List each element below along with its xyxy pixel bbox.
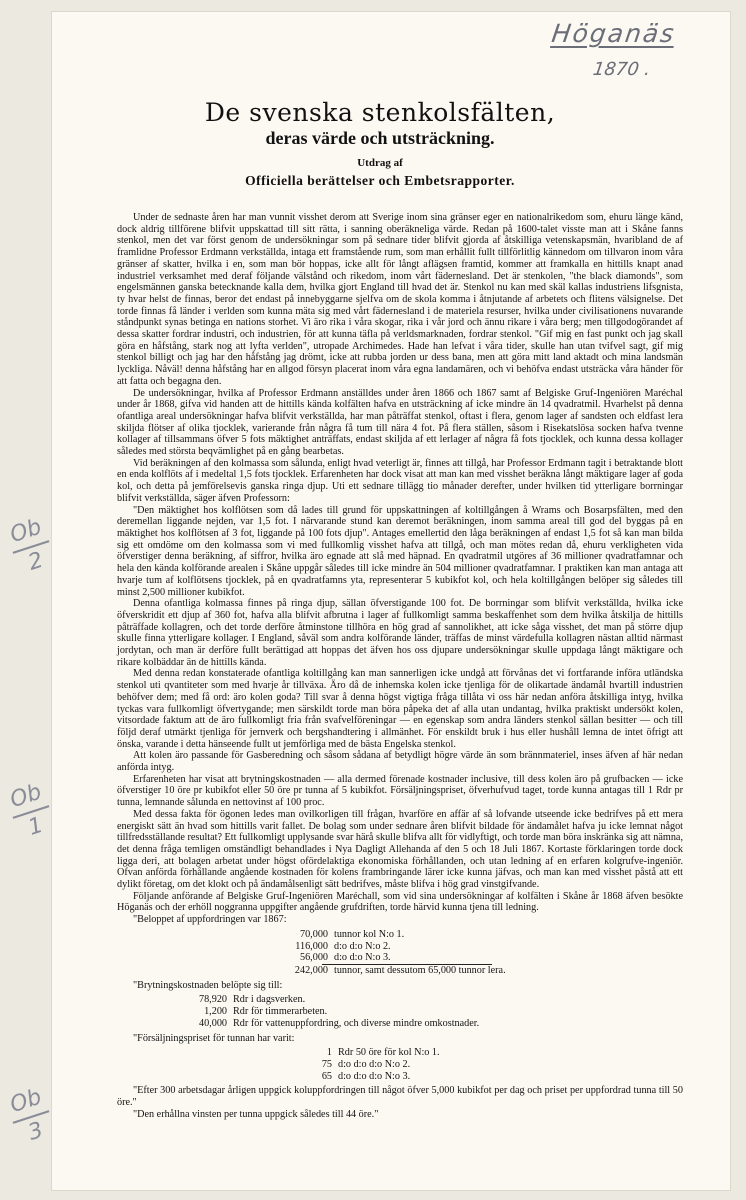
paragraph: Under de sednaste åren har man vunnit visshet derom att Sverige inom sina gränser eger en nationalrikedom som, ehuru länge känd, dock aldrig tillförene blifvit uppskattad till sitt rätta, i sanning oberäkneliga värde. Redan på 1600-talet visste man att i Skåne fanns stenkol, men det var först genom de undersökningar som på sednare tider blifvit gjorda af åtskilliga vetenskapsmän, hvaribland de af framlidne Professor Erdmann verkställda, intaga ett framstående rum, som man erhållit fullt tillförlitlig kännedom om tillvaron inom våra gränser af skatter, hvilka i en, som man bör hoppas, icke allt för långt aflägsen framtid, kommer att framkalla en hittills knapt anad industriel verksamhet med deraf följande välstånd och rikedom, inom vårt fädernesland. Det är stenkolen, "the black diamonds", som engelsmännen ganska betecknande kalla dem, hvilka gjort England till hvad det är. Stenkol nu kan med skäl kallas industriens lifsgnista, ty hvar helst de finnas, beror det endast på innebyggarne sjelfva om de skola komma i åtnjutande af arbetets och flitens välsignelse. Det torde finnas få länder i verlden som kunna mäta sig med vårt fädernesland i de materiela resurser, hvilka under civilisationens nuvarande ståndpunkt synas betinga en nations storhet. Vi äro rika i våra skogar, rika i vår jord och ännu rikare i våra berg; men tillgodogörandet af dessa skatter fordrar industri, och industrien, för att kunna täfla på verldsmarknaden, fordrar stenkol. "Gif mig en fast punkt och jag skall göra en håfstång, stark nog att lyfta verlden", utropade Archimedes. Hade han lefvat i våra tider, skulle han utan tvifvel sagt, gif mig stenkol billigt och jag har den håfstång jag drömt, icke att rubba jorden ur dess bana, men att göra mitt land aktadt och mina landsmän lyckliga. Nåväl! denna håfstång har en allgod försyn placerat inom våra egna landamären, och vi behöfva endast utsträcka våra händer för att fatta och begagna den.	[117, 212, 683, 387]
paragraph: Erfarenheten har visat att brytningskostnaden — alla dermed förenade kostnader inclusive, till dess kolen äro på grufbacken — icke öfverstiger 10 öre pr kubikfot eller 50 öre pr tunna af 5 kubikfot. Försäljningspriset, öfverhufvud taget, torde kunna antagas till 1 Rdr pr tunna, lemnande sålunda en nettovinst af 100 proc.	[117, 773, 683, 809]
handwritten-place-note: Höganäs	[549, 19, 678, 48]
forsaljning-table	[117, 1047, 683, 1082]
paragraph: Vid beräkningen af den kolmassa som sålunda, enligt hvad veterligt är, finnes att tillgå, har Professor Erdmann tagit i betraktande blott en enda kolflöts af i medeltal 1,5 fots tjocklek. Erfarenheten har dock visat att man kan med visshet beräkna långt mäktigare lager af goda kol, och detta på jemförelsevis ganska ringa djup. Uti ett sednare tillägg tio månader derefter, under hvilken tid ytterligare borrningar blifvit verkställda, säger äfven Professorn:	[117, 457, 683, 504]
handwritten-year-note: 1870 .	[591, 59, 652, 80]
belopp-row: 116,000 d:o d:o N:o 2.	[295, 940, 391, 952]
margin-mark-1: Ob 1	[5, 780, 58, 843]
brytning-row: 1,200 Rdr för timmerarbeten.	[204, 1006, 328, 1018]
brytning-row: 78,920 Rdr i dagsverken.	[198, 994, 306, 1006]
belopp-total: 242,000 tunnor, samt dessutom 65,000 tunnor lera.	[294, 965, 506, 976]
paragraph: "Den mäktighet hos kolflötsen som då lades till grund för uppskattningen af koltillgången å Wrams och Bosarpsfälten, med den deremellan liggande nejden, var 1,5 fot. I närvarande stund kan deremot beräkningen, inom samma areal till god del byggas på en mäktighet hos kolflötsen af 3 fot, liggande på 100 fots djup". Antages emellertid den låga beräkningen af endast 1,5 fot så kan man bilda sig ett omdöme om den kolmassa som vi med fullkomlig visshet hafva att tillgå, och man mötes redan då, ehuru verkligheten vida öfverstiger denna beräkning, af siffror, hvilka äro egnade att slå med häpnad. En qvadratmil utgöres af 36 millioner qvadratfamnar och hela den kända kolförande arealen i Skåne uppgår således till icke mindre än 504 millioner qvadratfamnar. I praktiken kan man antaga att hvarje tum af kolflötsens tjocklek, på en qvadratfamns yta, representerar 5 kubikfot kol, och hela koltillgången belöper sig således till minst 2,500 millioner kubikfot.	[117, 504, 683, 598]
paragraph: Med dessa fakta för ögonen ledes man ovilkorligen till frågan, hvarföre en affär af så lofvande utseende icke bedrifves på ett mera energiskt sätt än hvad som hittills varit fallet. De bolag som under sednare åren blifvit bildade för ändamålet hafva ju icke lemnat något tillfredsställande resultat? Ett fullkomligt upplysande svar härå skulle blifva allt för vidlyftigt, och torde man böra inskränka sig att nämna, det denna fråga temligen omständligt behandlades i Nya Dagligt Allehanda af den 5 och 18 Juli 1867. Kortaste förklaringen torde dock ligga deri, att bolagen arbetat under högst ofördelaktiga ekonomiska förhållanden, och utan ledning af en erfaren kolgrufve-ingeniör. Ofvan anförda förhållande angående kostnaden för kolens frambringande lärer icke kunna jäfvas, och man kan med visshet påstå att ett dylikt företag, om det klokt och på ändamålsenligt sätt bedrifves, måste blifva i hög grad vinstgifvande.	[117, 808, 683, 891]
brytning-row: 40,000 Rdr för vattenuppfordring, och diverse mindre omkostnader.	[198, 1017, 480, 1029]
margin-mark-3: Ob 3	[5, 1085, 58, 1148]
source-line: Officiella berättelser och Embetsrapporter.	[245, 173, 515, 188]
forsaljning-row: 1 Rdr 50 öre för kol N:o 1.	[326, 1047, 440, 1059]
forsaljning-intro: "Försäljningspriset för tunnan har varit:	[133, 1032, 295, 1044]
brytning-intro: "Brytningskostnaden belöpte sig till:	[133, 979, 283, 991]
margin-mark-2: Ob 2	[5, 515, 58, 578]
belopp-row: 70,000 tunnor kol N:o 1.	[299, 928, 405, 940]
paragraph: Att kolen äro passande för Gasberedning och såsom sådana af betydligt högre värde än som brännmateriel, inses äfven af här nedan anförda intyg.	[117, 750, 683, 774]
brytning-table	[117, 994, 683, 1029]
forsaljning-row: 65 d:o d:o d:o N:o 3.	[321, 1070, 411, 1082]
extract-label: Utdrag af	[357, 157, 403, 169]
paragraph: Följande anförande af Belgiske Gruf-Ingeniören Maréchall, som vid sina undersökningar af kolfälten i Skåne år 1868 äfven besökte Höganäs och der erhöll noggranna uppgifter angående grufdriften, torde härvid kunna tjena till ledning.	[117, 890, 683, 914]
document-title: De svenska stenkolsfälten,	[204, 98, 556, 127]
paragraph: De undersökningar, hvilka af Professor Erdmann anställdes under åren 1866 och 1867 samt af Belgiske Gruf-Ingeniören Maréchal under år 1868, gifva vid handen att de hittills kända kolfälten hafva en utsträckning af icke mindre än 14 qvadratmil. Hvarhelst på denna ofantliga areal undersökningar hafva blifvit verkställda, har man påträffat stenkol, oftast i flera, genom lager af sandsten och eldfast lera skiljda flötser af olika tjocklek, varierande från några få tum till nära 4 fot. På flera ställen, såsom i Risekatslösa socken hafva tvenne kollager af tillsammans öfver 5 fots mäktighet anträffats, endast skiljda af ett lerlager af några få fots tjocklek, och kunna dessa kollager således med största beqvämlighet på en gång bearbetas.	[117, 387, 683, 458]
belopp-table	[117, 929, 683, 977]
closing-paragraph: "Den erhållna vinsten per tunna uppgick således till 44 öre."	[133, 1108, 379, 1120]
closing-paragraph: "Efter 300 arbetsdagar årligen uppgick koluppfordringen till något öfver 5,000 kubikfot per dag och priset per uppfordrad tunna till 50 öre."	[117, 1085, 683, 1109]
paragraph: Denna ofantliga kolmassa finnes på ringa djup, sällan öfverstigande 100 fot. De borrningar som blifvit verkställda, hvilka icke öfverskridit ett djup af 360 fot, hafva alla blifvit afbrutna i lager af fullkomligt samma beskaffenhet som dem hvilka åtskilja de hittills påträffade kollagren, och det torde derföre åtminstone tillhöra en hög grad af sannolikhet, att icke såga visshet, det man på större djup skulle finna ytterligare kollager. I England, såväl som andra kolförande länder, träffas de minst värdefulla kollagren nästan alltid närmast jordytan, och man är derföre fullt berättigad att hoppas det äfven hos oss djupare undersökningar skulle uppdaga långt mäktigare och rikare kolbäddar än de hittills kända.	[117, 598, 683, 668]
article-body	[117, 212, 683, 1120]
forsaljning-row: 75 d:o d:o d:o N:o 2.	[321, 1058, 411, 1070]
document-subtitle: deras värde och utsträckning.	[265, 128, 495, 148]
belopp-intro: "Beloppet af uppfordringen var 1867:	[133, 914, 287, 926]
belopp-row: 56,000 d:o d:o N:o 3.	[299, 952, 391, 964]
paragraph: Med denna redan konstaterade ofantliga koltillgång kan man sannerligen icke undgå att förvånas det vi fortfarande införa utländska stenkol uti qvantiteter som med hvarje år tillväxa. Äro då de inhemska kolen icke tjenliga för de olikartade ändamål hvartill industrien behöfver dem; med få ord: äro kolen goda? Till svar å denna högst vigtiga fråga tillåta vi oss här nedan anföra åtskilliga intyg, hvilka tyckas vara fullkomligt öfvertygande; men särskildt torde man böra påpeka det af alla utan undantag, hvilka praktiskt undersökt kolen, vitsordade faktum att de äro fullkomligt fria från svafvelföreningar — en egenskap som andra länders stenkol sällan besitter — och till följd deraf utmärkt tjenliga för jernverk och bergshandtering i allmänhet. För enskildt bruk i hus eller hushåll lemna de intet öfrigt att önska, varande i detta hänseende fullt ut jemförliga med de bästa Engelska stenkol.	[117, 668, 683, 750]
